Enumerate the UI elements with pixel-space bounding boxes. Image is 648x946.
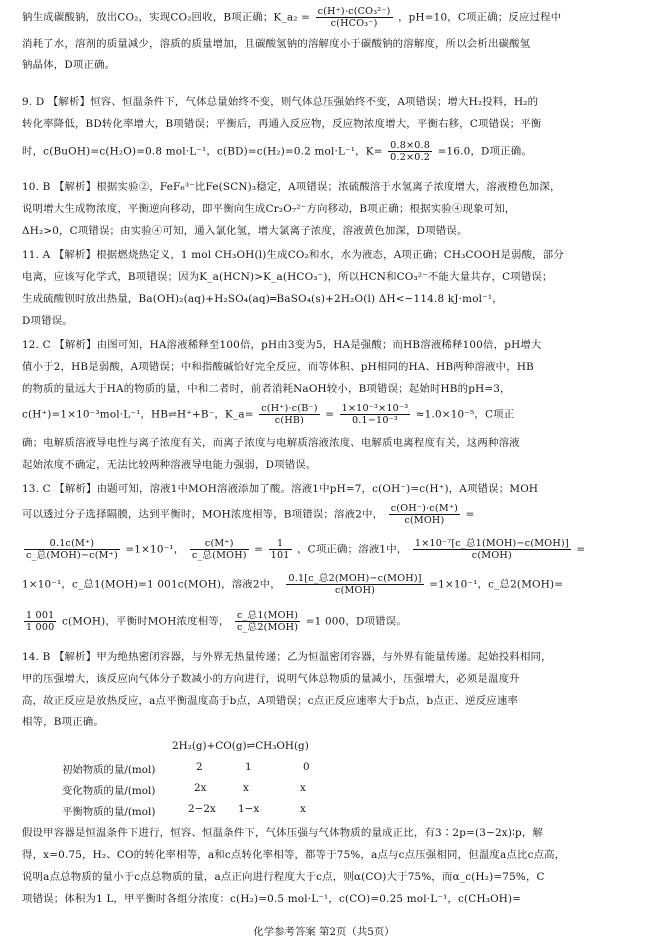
table-cell: x (300, 782, 306, 794)
fraction: $\frac{0.1c(M^+)}{\text{c\_总(MOH)−c(M⁺)}}$ (26, 538, 118, 561)
question-13-line: 13. C 【解析】由题可知，溶液1中MOH溶液添加了酸。溶液1中pH=7，c(OH⁻)=c(H⁺)，A项错误；MOH (22, 483, 539, 495)
fraction: $\frac{\text{1×10⁻⁷[c\_总1(MOH)−c(MOH)]}}{\text{c(MOH)}}$ (414, 538, 569, 561)
question-11-line: 11. A 【解析】根据燃烧热定义，1 mol CH₃OH(l)生成CO₂和水，水为液态，A项正确；CH₃COOH是弱酸，部分 (22, 249, 564, 261)
text-line: $\frac{0.1c(M^+)}{\text{c\_总(MOH)−c(M⁺)}}$ =1×10⁻¹， $\frac{c(M^+)}{\text{c\_总(MOH)}}$ = $\frac{1}{101}$ ，C项正确；溶液1中， $\frac{\text{1×10⁻⁷[c\_总1(MOH)−c(MOH)]}}{\text{c(MOH)}}$ = (26, 538, 586, 561)
text-line: 甲的压强增大，该反应向气体分子数减小的方向进行，说明气体总物质的量减小，压强增大，必须是温度升 (22, 673, 520, 685)
text-line: 说明增大生成物浓度，平衡逆向移动，即平衡向生成Cr₂O₇²⁻方向移动，B项正确；根据实验④现象可知， (22, 203, 516, 215)
text-line: 消耗了水，溶剂的质量减少，溶质的质量增加，且碳酸氢钠的溶解度小于碳酸钠的溶解度，所以会析出碳酸氢 (22, 38, 531, 50)
question-9-line: 9. D 【解析】恒容、恒温条件下，气体总量始终不变，则气体总压强始终不变，A项错误；增大H₂投料，H₂的 (22, 96, 539, 108)
text-line: 得，x=0.75，H₂、CO的转化率相等，a和c点转化率相等，都等于75%，a点与c点压强相同，但温度a点比c点高， (22, 849, 566, 861)
table-cell: x (243, 782, 249, 794)
table-cell: 0 (303, 761, 310, 773)
text-line: 项错误；体积为1 L，甲平衡时各组分浓度：c(H₂)=0.5 mol·L⁻¹，c(CO)=0.25 mol·L⁻¹，c(CH₃OH)= (22, 893, 522, 905)
fraction: $\frac{0.8\times 0.8}{0.2\times 0.2}$ (390, 140, 431, 163)
text-line: c(H⁺)=1×10⁻³mol·L⁻¹，HB⇌H⁺+B⁻，K_a= $\frac{c(H^+)\cdot c(B^-)}{c(HB)}$ = $\frac{\text{1×10⁻³×10⁻³}}{\text{0.1−10⁻³}}$ ≈1.0×10⁻⁵，C项正 (22, 403, 515, 426)
table-row-label: 变化物质的量/(mol) (62, 785, 156, 797)
table-cell: 1 (245, 761, 252, 773)
text-line: ΔH₂>0，C项错误；由实验④可知，通入氯化氢，增大氯离子浓度，溶液黄色加深，D项错误。 (22, 225, 468, 237)
fraction: $\frac{\text{0.1[c\_总2(MOH)−c(MOH)]}}{\text{c(MOH)}}$ (288, 573, 422, 596)
fraction: $\frac{1}{101}$ (270, 538, 290, 561)
text-line: 的物质的量远大于HA的物质的量，中和二者时，前者消耗NaOH较小，B项错误；起始时HB的pH=3， (22, 383, 511, 395)
text-line: 值小于2，HB是弱酸，A项错误；中和指酸碱恰好完全反应，而等体积、pH相同的HA、HB两种溶液中，HB (22, 361, 534, 373)
fraction: $\frac{c(H^+)\cdot c(B^-)}{c(HB)}$ (261, 403, 318, 426)
fraction: $\frac{1 001}{1 000}$ (26, 610, 55, 633)
text-line: $\frac{1 001}{1 000}$ c(MOH)，平衡时MOH浓度相等， $\frac{\text{c\_总1(MOH)}}{\text{c\_总2(MOH)}}$ =1 000，D项错误。 (26, 610, 407, 633)
text-line: 相等，B项正确。 (22, 716, 104, 728)
text-line: 钠生成碳酸钠，放出CO₂，实现CO₂回收，B项正确；K_a₂ = $\frac{\text{c(H⁺)·c(CO₃²⁻)}}{\text{c(HCO₃⁻)}}$ ，pH=10，C项正确；反应过程中 (22, 6, 562, 29)
question-12-line: 12. C 【解析】由图可知，HA溶液稀释至100倍，pH由3变为5，HA是强酸；而HB溶液稀释100倍，pH增大 (22, 339, 542, 351)
text-line: 起始浓度不确定，无法比较两种溶液导电能力强弱，D项错误。 (22, 459, 317, 471)
question-10-line: 10. B 【解析】根据实验②，FeF₆³⁻比Fe(SCN)₃稳定，A项错误；浓硫酸溶于水氢离子浓度增大，溶液橙色加深， (22, 181, 561, 193)
text-line: 可以透过分子选择隔膜，达到平衡时，MOH浓度相等，B项错误；溶液2中， $\frac{c(OH^-)\cdot c(M^+)}{\text{c(MOH)}}$ = (22, 503, 475, 526)
text-line: 转化率降低，BD转化率增大，B项错误；平衡后，再通入反应物，反应物浓度增大，平衡右移，C项错误；平衡 (22, 118, 542, 130)
text-line: 钠晶体，D项正确。 (22, 59, 116, 71)
text-line: 说明a点总物质的量小于c点总物质的量，a点正向进行程度大于c点，则α(CO)大于75%，而α_c(H₂)=75%，C (22, 871, 545, 883)
table-cell: 2x (194, 782, 207, 794)
table-cell: 2−2x (188, 803, 216, 815)
table-cell: x (300, 803, 306, 815)
text-line: 假设甲容器是恒温条件下进行，恒容、恒温条件下，气体压强与气体物质的量成正比，有3∶2p=(3−2x)∶p，解 (22, 827, 544, 839)
text-line: 电离，应该写化学式，B项错误；因为K_a(HCN)>K_a(HCO₃⁻)，所以HCN和CO₃²⁻不能大量共存，C项错误； (22, 271, 553, 283)
reaction-equation: 2H₂(g)+CO(g)⇌CH₃OH(g) (172, 740, 309, 752)
fraction: $\frac{\text{c\_总1(MOH)}}{\text{c\_总2(MOH)}}$ (236, 610, 299, 633)
fraction: $\frac{c(OH^-)\cdot c(M^+)}{\text{c(MOH)}}$ (390, 503, 459, 526)
fraction: $\frac{\text{1×10⁻³×10⁻³}}{\text{0.1−10⁻³}}$ (341, 403, 409, 426)
text-line: 时，c(BuOH)=c(H₂O)=0.8 mol·L⁻¹，c(BD)=c(H₂)=0.2 mol·L⁻¹，K= $\frac{0.8\times 0.8}{0.2\times 0.2}$ =16.0，D项正确。 (22, 140, 532, 163)
table-cell: 2 (196, 761, 203, 773)
page-footer: 化学参考答案 第2页（共5页） (253, 926, 395, 938)
fraction: $\frac{c(M^+)}{\text{c\_总(MOH)}}$ (191, 538, 247, 561)
text-line: 生成硫酸钡时放出热量，Ba(OH)₂(aq)+H₂SO₄(aq)═BaSO₄(s)+2H₂O(l) ΔH<−114.8 kJ·mol⁻¹， (22, 293, 503, 305)
fraction: $\frac{\text{c(H⁺)·c(CO₃²⁻)}}{\text{c(HCO₃⁻)}}$ (317, 6, 391, 29)
question-14-line: 14. B 【解析】甲为绝热密闭容器，与外界无热量传递；乙为恒温密闭容器，与外界有能量传递。起始投料相同， (22, 651, 552, 663)
text-line: D项错误。 (22, 315, 73, 327)
text-line: 高，故正反应是放热反应，a点平衡温度高于b点，A项错误；c点正反应速率大于b点，b点正、逆反应速率 (22, 695, 519, 707)
text-line: 1×10⁻¹，c_总1(MOH)=1 001c(MOH)，溶液2中， $\frac{\text{0.1[c\_总2(MOH)−c(MOH)]}}{\text{c(MOH)}}$ =1×10⁻¹，c_总2(MOH)= (22, 573, 564, 596)
table-row-label: 初始物质的量/(mol) (62, 764, 156, 776)
table-row-label: 平衡物质的量/(mol) (62, 806, 156, 818)
table-cell: 1−x (238, 803, 260, 815)
text-line: 确；电解质溶液导电性与离子浓度有关，而离子浓度与电解质溶液浓度、电解质电离程度有关，这两种溶液 (22, 437, 520, 449)
